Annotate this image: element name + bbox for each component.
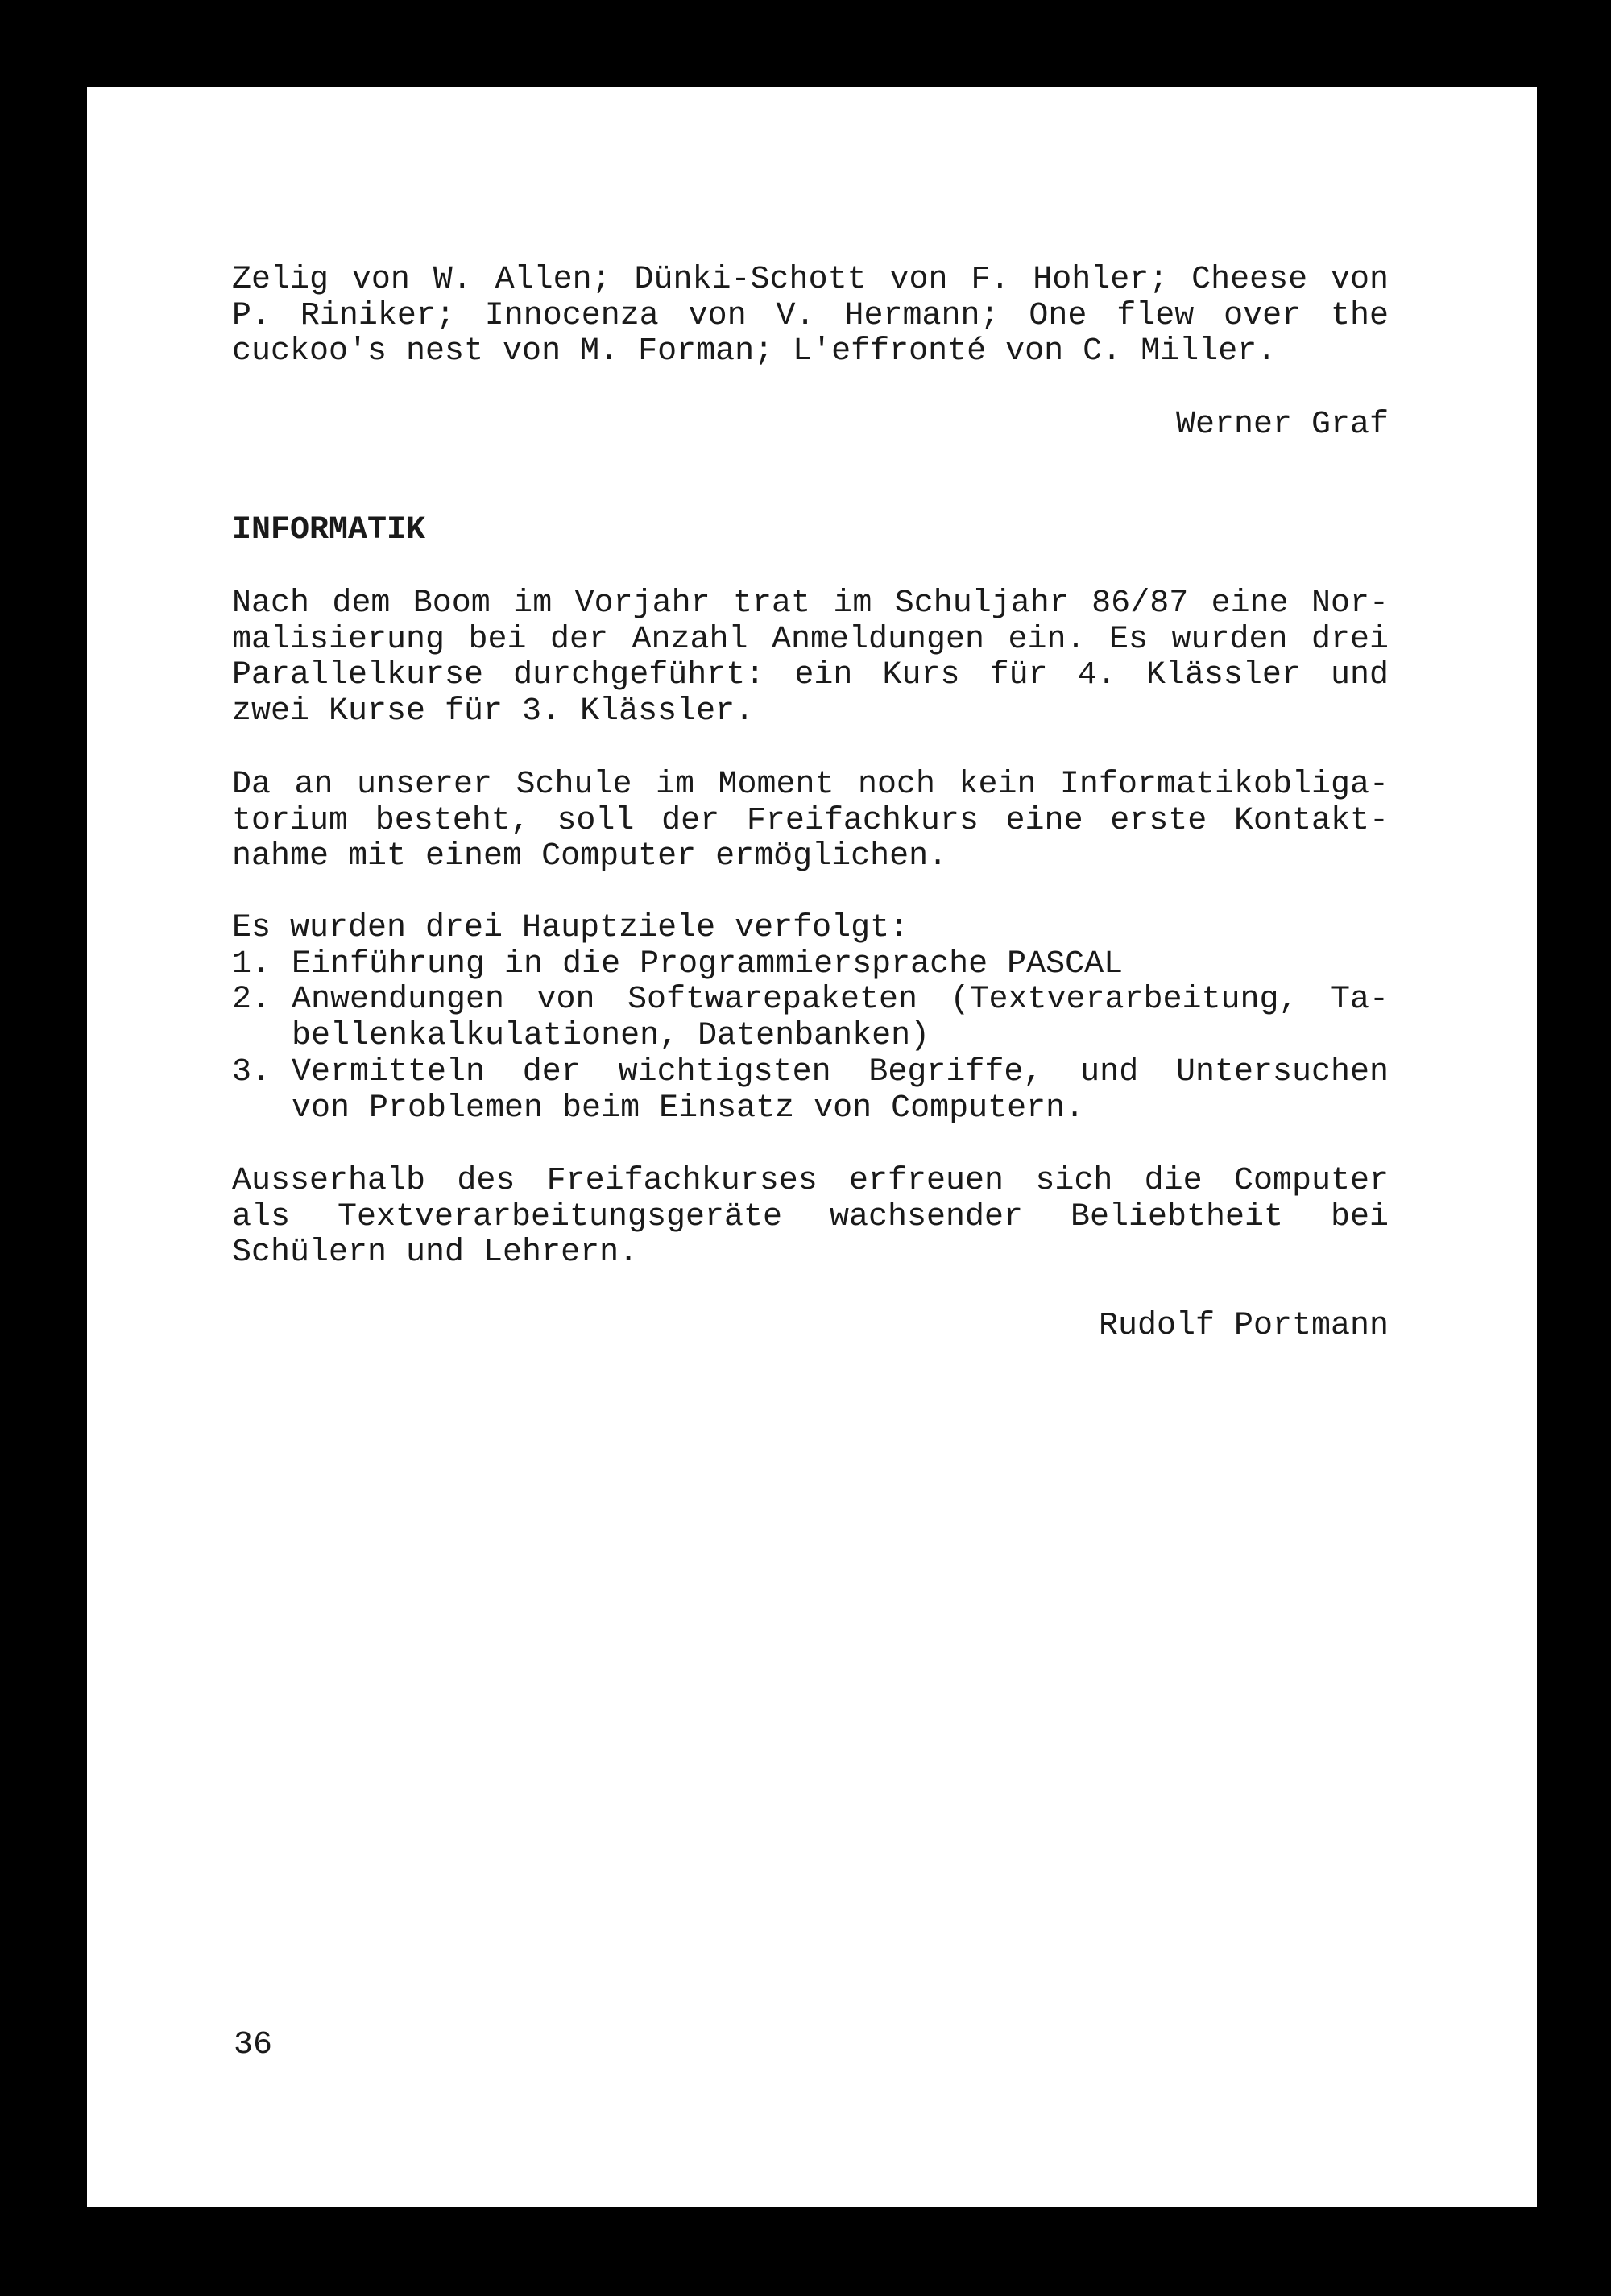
text-line: Parallelkurse durchgeführt: ein Kurs für 4. Klässler und: [232, 657, 1389, 694]
intro-paragraph: [232, 263, 1389, 370]
section-heading-block: [232, 513, 1389, 549]
goal-text-line: bellenkalkulationen, Datenbanken): [292, 1018, 930, 1055]
paragraph-3: [232, 1164, 1389, 1272]
text-line: Schülern und Lehrern.: [232, 1235, 639, 1272]
goal-number: 3.: [232, 1053, 271, 1090]
text-line: P. Riniker; Innocenza von V. Hermann; One flew over the: [232, 297, 1389, 334]
text-line: Da an unserer Schule im Moment noch kein Informatikobliga-: [232, 767, 1389, 803]
goal-number: 2.: [232, 982, 271, 1019]
text-line: zwei Kurse für 3. Klässler.: [232, 693, 755, 730]
signature-werner-graf: Werner Graf: [1175, 407, 1389, 443]
goal-number: 1.: [232, 945, 271, 983]
text-line: als Textverarbeitungsgeräte wachsender Beliebtheit bei: [232, 1198, 1389, 1235]
paragraph-2: [232, 767, 1389, 875]
text-line: Zelig von W. Allen; Dünki-Schott von F. Hohler; Cheese von: [232, 262, 1389, 298]
signature-block-1: [232, 407, 1389, 448]
signature-rudolf-portmann: Rudolf Portmann: [1098, 1308, 1389, 1344]
list-intro: Es wurden drei Hauptziele verfolgt:: [232, 910, 909, 946]
goal-item-2: [232, 983, 1389, 1054]
text-line: cuckoo's nest von M. Forman; L'effronté von C. Miller.: [232, 333, 1277, 370]
text-line: torium besteht, soll der Freifachkurs eine erste Kontakt-: [232, 802, 1389, 839]
paragraph-1: [232, 586, 1389, 730]
goal-text-line: Einführung in die Programmiersprache PASCAL: [292, 945, 1124, 983]
section-heading: INFORMATIK: [232, 512, 426, 548]
goal-item-1: [232, 947, 1389, 983]
goal-text-line: Vermitteln der wichtigsten Begriffe, und Untersuchen: [292, 1053, 1389, 1090]
document-page: [87, 87, 1537, 2207]
text-line: nahme mit einem Computer ermöglichen.: [232, 838, 948, 875]
text-line: malisierung bei der Anzahl Anmeldungen ein. Es wurden drei: [232, 621, 1389, 658]
goals-section: [232, 911, 1389, 1127]
goal-text-line: von Problemen beim Einsatz von Computern.: [292, 1090, 1085, 1127]
text-line: Ausserhalb des Freifachkurses erfreuen sich die Computer: [232, 1163, 1389, 1199]
page-number: 36: [234, 2027, 273, 2063]
signature-block-2: [232, 1309, 1389, 1349]
goal-item-3: [232, 1055, 1389, 1127]
goal-text-line: Anwendungen von Softwarepaketen (Textverarbeitung, Ta-: [292, 982, 1389, 1019]
text-line: Nach dem Boom im Vorjahr trat im Schuljahr 86/87 eine Nor-: [232, 585, 1389, 622]
